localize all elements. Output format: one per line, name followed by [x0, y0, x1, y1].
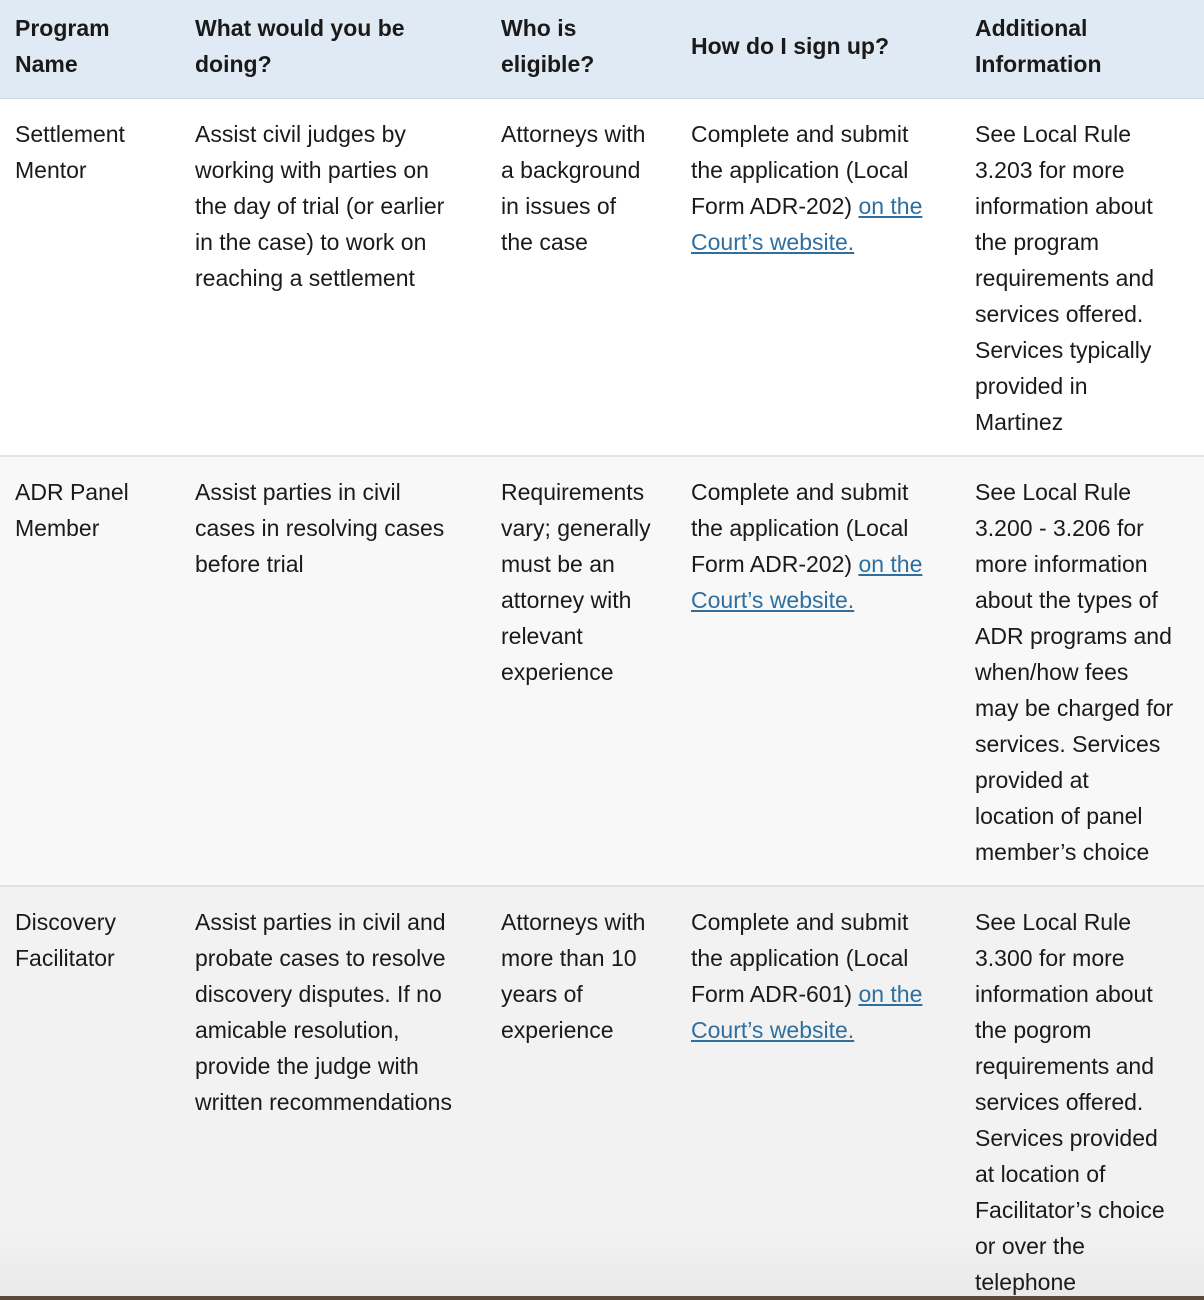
cell-text: Attorneys with [501, 121, 646, 147]
additional-info-cell [975, 904, 1197, 1300]
signup-line [691, 582, 951, 618]
header-text: How do I sign up? [691, 33, 890, 59]
cell-text: Form ADR-202) [691, 193, 859, 219]
header-text: Who is [501, 15, 577, 41]
cell-text: experience [501, 1017, 614, 1043]
additional-info-cell [975, 474, 1197, 870]
doing-cell [195, 904, 475, 1120]
cell-text: member’s choice [975, 839, 1150, 865]
header-text: eligible? [501, 51, 595, 77]
cell-text: 3.300 for more [975, 945, 1125, 971]
signup-cell [691, 904, 951, 1048]
cell-text: the pogrom [975, 1017, 1092, 1043]
header-additional-info [975, 10, 1197, 82]
eligible-cell [501, 474, 671, 690]
table-header-row [0, 0, 1204, 99]
cell-text: Form ADR-202) [691, 551, 859, 577]
cell-text: Martinez [975, 409, 1064, 435]
header-text: doing? [195, 51, 272, 77]
cell-text: Member [15, 515, 100, 541]
cell-text: ADR programs and [975, 623, 1172, 649]
cell-text: services offered. [975, 1089, 1144, 1115]
cell-text: requirements and [975, 1053, 1154, 1079]
cell-text: Assist civil judges by [195, 121, 406, 147]
cell-text: working with parties on [195, 157, 429, 183]
cell-text: the program [975, 229, 1100, 255]
cell-text: more information [975, 551, 1148, 577]
header-text: Name [15, 51, 78, 77]
cell-text: 3.203 for more [975, 157, 1125, 183]
cell-text: experience [501, 659, 614, 685]
cell-text: information about [975, 981, 1153, 1007]
cell-text: Discovery [15, 909, 116, 935]
cell-text: about the types of [975, 587, 1158, 613]
cell-text: location of panel [975, 803, 1143, 829]
cell-text: Services provided [975, 1125, 1158, 1151]
cell-text: a background [501, 157, 641, 183]
cell-text: 3.200 - 3.206 for [975, 515, 1144, 541]
cell-text: Requirements [501, 479, 645, 505]
cell-text: the application (Local [691, 945, 909, 971]
cell-text: must be an [501, 551, 615, 577]
cell-text: relevant [501, 623, 583, 649]
court-website-link[interactable]: on the [858, 551, 923, 577]
cell-text: discovery disputes. If no [195, 981, 442, 1007]
cell-text: Assist parties in civil and [195, 909, 446, 935]
page-bottom-border [0, 1296, 1204, 1300]
cell-text: Mentor [15, 157, 87, 183]
cell-text: when/how fees [975, 659, 1129, 685]
signup-line [691, 546, 951, 582]
doing-cell [195, 116, 475, 296]
table-row [0, 457, 1204, 887]
cell-text: probate cases to resolve [195, 945, 446, 971]
cell-text: Complete and submit [691, 479, 909, 505]
cell-text: telephone [975, 1269, 1077, 1295]
signup-line [691, 188, 951, 224]
cell-text: See Local Rule [975, 909, 1131, 935]
signup-cell [691, 474, 951, 618]
cell-text: amicable resolution, [195, 1017, 400, 1043]
header-doing [195, 10, 475, 82]
cell-text: reaching a settlement [195, 265, 415, 291]
cell-text: in issues of [501, 193, 617, 219]
cell-text: Attorneys with [501, 909, 646, 935]
cell-text: services. Services [975, 731, 1161, 757]
additional-info-cell [975, 116, 1197, 440]
program-name-cell [15, 116, 175, 188]
court-website-link[interactable]: Court’s website. [691, 1017, 855, 1043]
court-website-link[interactable]: Court’s website. [691, 587, 855, 613]
cell-text: provided in [975, 373, 1088, 399]
cell-text: services offered. [975, 301, 1144, 327]
cell-text: provided at [975, 767, 1089, 793]
cell-text: Facilitator’s choice [975, 1197, 1165, 1223]
cell-text: years of [501, 981, 583, 1007]
cell-text: Settlement [15, 121, 125, 147]
table-row [0, 99, 1204, 457]
cell-text: Facilitator [15, 945, 115, 971]
cell-text: requirements and [975, 265, 1154, 291]
program-name-cell [15, 474, 175, 546]
header-text: Information [975, 51, 1102, 77]
cell-text: provide the judge with [195, 1053, 419, 1079]
cell-text: written recommendations [195, 1089, 452, 1115]
cell-text: Assist parties in civil [195, 479, 401, 505]
cell-text: Complete and submit [691, 909, 909, 935]
cell-text: may be charged for [975, 695, 1174, 721]
header-program-name [15, 10, 175, 82]
signup-cell [691, 116, 951, 260]
program-name-cell [15, 904, 175, 976]
table-row [0, 887, 1204, 1300]
cell-text: vary; generally [501, 515, 651, 541]
eligible-cell [501, 116, 671, 260]
cell-text: or over the [975, 1233, 1085, 1259]
signup-line [691, 976, 951, 1012]
cell-text: the application (Local [691, 157, 909, 183]
cell-text: Services typically [975, 337, 1152, 363]
cell-text: in the case) to work on [195, 229, 427, 255]
cell-text: attorney with [501, 587, 632, 613]
header-text: What would you be [195, 15, 405, 41]
cell-text: Complete and submit [691, 121, 909, 147]
cell-text: the day of trial (or earlier [195, 193, 445, 219]
cell-text: Form ADR-601) [691, 981, 859, 1007]
cell-text: before trial [195, 551, 304, 577]
cell-text: information about [975, 193, 1153, 219]
signup-line [691, 1012, 951, 1048]
header-signup [691, 28, 951, 64]
cell-text: See Local Rule [975, 121, 1131, 147]
court-website-link[interactable]: on the [858, 193, 923, 219]
doing-cell [195, 474, 475, 582]
court-website-link[interactable]: on the [858, 981, 923, 1007]
cell-text: the case [501, 229, 588, 255]
eligible-cell [501, 904, 671, 1048]
cell-text: at location of [975, 1161, 1106, 1187]
cell-text: cases in resolving cases [195, 515, 445, 541]
cell-text: See Local Rule [975, 479, 1131, 505]
signup-line [691, 224, 951, 260]
header-eligible [501, 10, 671, 82]
cell-text: more than 10 [501, 945, 637, 971]
cell-text: ADR Panel [15, 479, 129, 505]
header-text: Program [15, 15, 110, 41]
cell-text: the application (Local [691, 515, 909, 541]
header-text: Additional [975, 15, 1088, 41]
court-website-link[interactable]: Court’s website. [691, 229, 855, 255]
